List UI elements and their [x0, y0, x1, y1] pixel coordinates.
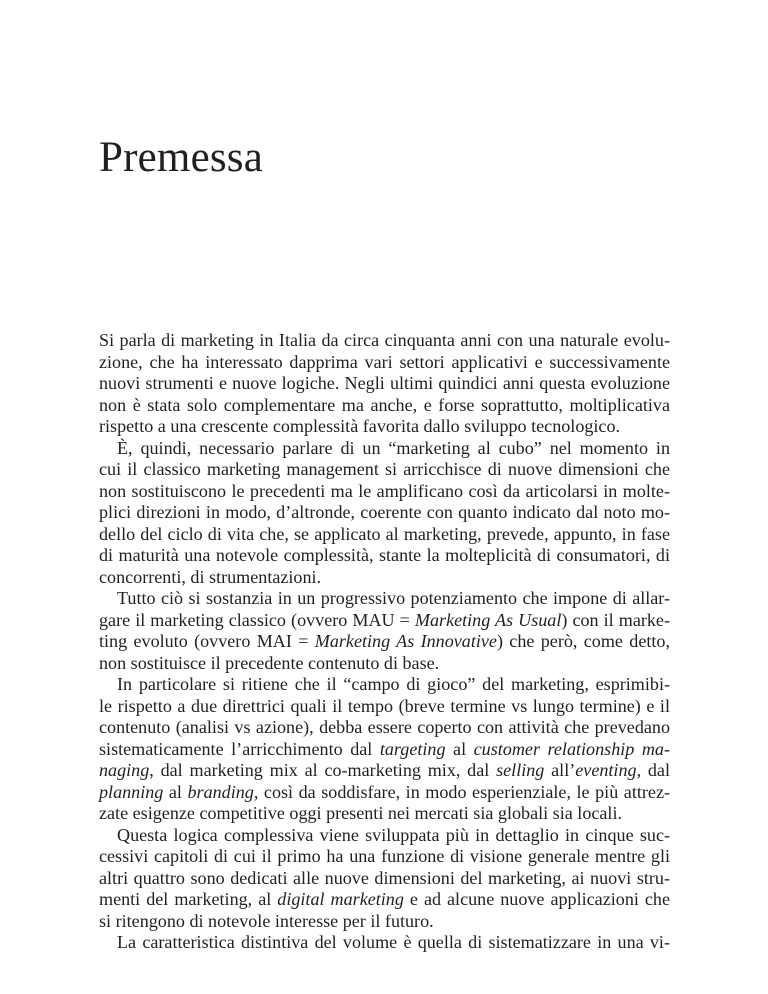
- text-line: zate esigenze competitive oggi presenti nei mercati sia globali sia locali.: [99, 803, 623, 823]
- text-line: nuovi strumenti e nuove logiche. Negli ultimi quindici anni questa evoluzione: [99, 373, 670, 393]
- text-line: Tutto ciò si sostanzia in un progressivo potenziamento che impone di allar-: [117, 588, 670, 608]
- text-line: gare il marketing classico (ovvero MAU = Marketing As Usual) con il marke-: [99, 609, 670, 630]
- text-line: In particolare si ritiene che il “campo di gioco” del marketing, esprimibi-: [117, 674, 670, 694]
- text-line: plici direzioni in modo, d’altronde, coerente con quanto indicato dal noto mo-: [99, 502, 670, 522]
- text-line: contenuto (analisi vs azione), debba essere coperto con attività che prevedano: [99, 717, 670, 737]
- text-line: si ritengono di notevole interesse per il futuro.: [99, 910, 434, 931]
- text-line: È, quindi, necessario parlare di un “marketing al cubo” nel momento in: [117, 437, 670, 458]
- chapter-title: Premessa: [99, 134, 264, 181]
- text-line: non sostituisce il precedente contenuto di base.: [99, 652, 440, 673]
- text-line: non sostituiscono le precedenti ma le amplificano così da articolarsi in molte-: [99, 480, 670, 501]
- text-line: La caratteristica distintiva del volume è quella di sistematizzare in una vi-: [117, 932, 670, 952]
- text-line: zione, che ha interessato dapprima vari settori applicativi e successivamente: [99, 351, 670, 372]
- text-line: planning al branding, così da soddisfare, in modo esperienziale, le più attrez-: [99, 781, 670, 802]
- text-line: cui il classico marketing management si arricchisce di nuove dimensioni che: [99, 459, 670, 479]
- text-line: menti del marketing, al digital marketing e ad alcune nuove applicazioni che: [99, 889, 671, 909]
- text-line: le rispetto a due direttrici quali il tempo (breve termine vs lungo termine) e il: [99, 695, 670, 716]
- text-line: cessivi capitoli di cui il primo ha una funzione di visione generale mentre gli: [99, 846, 670, 866]
- text-line: Si parla di marketing in Italia da circa cinquanta anni con una naturale evolu-: [99, 330, 670, 350]
- body-text: [99, 330, 670, 954]
- text-line: sistematicamente l’arricchimento dal targeting al customer relationship ma-: [99, 738, 670, 759]
- text-line: dello del ciclo di vita che, se applicato al marketing, prevede, appunto, in fase: [99, 523, 670, 544]
- text-line: Questa logica complessiva viene sviluppata più in dettaglio in cinque suc-: [117, 824, 670, 845]
- text-line: di maturità una notevole complessità, stante la molteplicità di consumatori, di: [99, 545, 670, 565]
- text-line: concorrenti, di strumentazioni.: [99, 566, 322, 587]
- text-line: altri quattro sono dedicati alle nuove dimensioni del marketing, ai nuovi stru-: [99, 867, 670, 888]
- text-line: ting evoluto (ovvero MAI = Marketing As Innovative) che però, come detto,: [99, 631, 670, 651]
- text-line: non è stata solo complementare ma anche, e forse soprattutto, moltiplicativa: [99, 394, 670, 415]
- text-line: rispetto a una crescente complessità favorita dallo sviluppo tecnologico.: [99, 416, 621, 436]
- text-line: naging, dal marketing mix al co-marketing mix, dal selling all’eventing, dal: [99, 760, 670, 780]
